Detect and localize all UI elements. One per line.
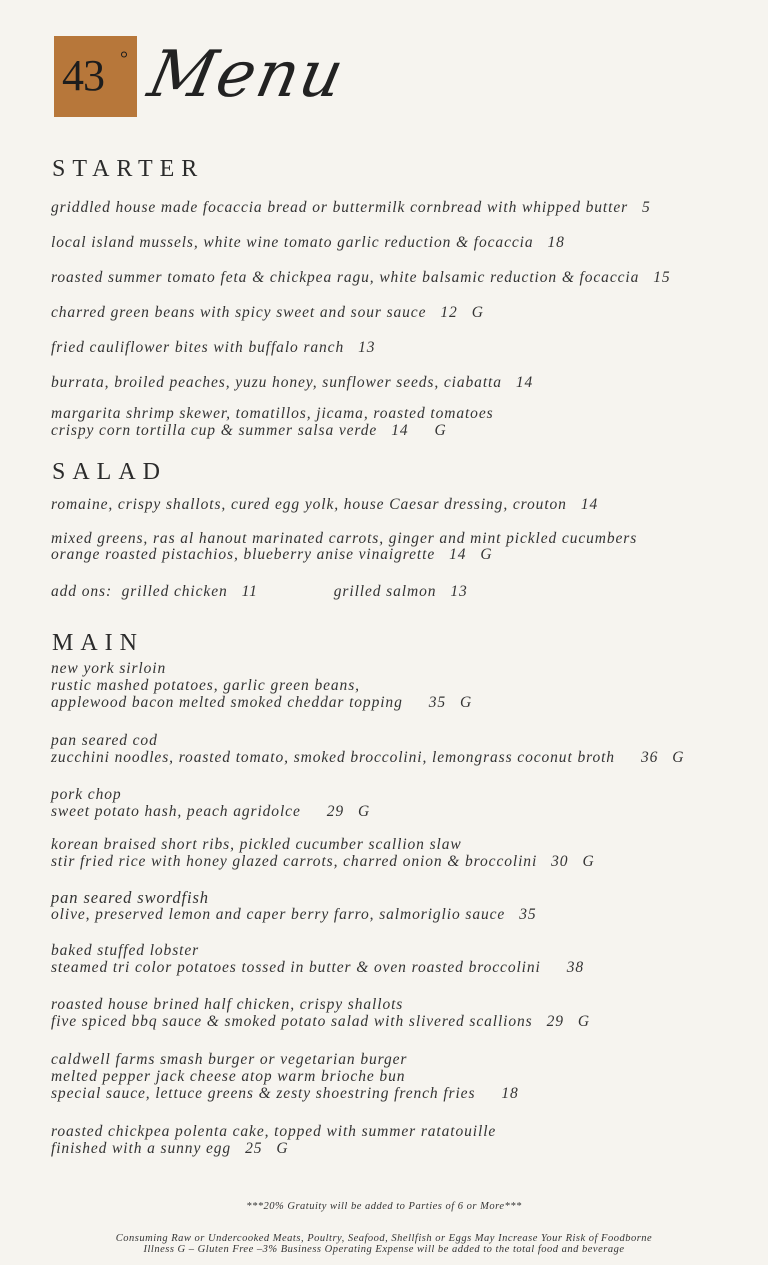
item-description: applewood bacon melted smoked cheddar topping	[51, 694, 403, 711]
add-ons-label: add ons:	[51, 583, 113, 600]
item-price: 18	[547, 234, 565, 251]
item-description: orange roasted pistachios, blueberry anise vinaigrette	[51, 546, 436, 563]
item-price: 14	[515, 374, 534, 391]
menu-item-line: rustic mashed potatoes, garlic green beans,	[51, 677, 360, 694]
item-price: 18	[501, 1085, 519, 1102]
item-price: 29	[546, 1013, 564, 1030]
add-on-chicken-price: 11	[241, 583, 258, 600]
item-description: roasted summer tomato feta & chickpea ragu, white balsamic reduction & focaccia	[51, 269, 640, 286]
item-description: olive, preserved lemon and caper berry farro, salmoriglio sauce	[51, 906, 506, 923]
menu-item-line: margarita shrimp skewer, tomatillos, jicama, roasted tomatoes	[51, 405, 494, 422]
menu-item-line: melted pepper jack cheese atop warm brioche bun	[51, 1068, 406, 1085]
add-on-salmon: grilled salmon	[333, 583, 437, 600]
item-description: special sauce, lettuce greens & zesty shoestring french fries	[51, 1085, 476, 1102]
item-price: 14	[580, 496, 599, 513]
item-description: five spiced bbq sauce & smoked potato salad with slivered scallions	[51, 1013, 533, 1030]
menu-item	[51, 749, 684, 767]
section-heading-starter: STARTER	[52, 156, 205, 182]
gluten-free-tag: G	[434, 422, 447, 439]
gluten-free-tag: G	[582, 853, 595, 870]
menu-item	[51, 906, 537, 924]
menu-item	[51, 1140, 288, 1158]
menu-item	[51, 374, 533, 392]
item-price: 13	[358, 339, 376, 356]
item-price: 25	[245, 1140, 263, 1157]
gluten-free-tag: G	[480, 546, 493, 563]
item-price: 12	[440, 304, 458, 321]
gluten-free-tag: G	[471, 304, 484, 321]
item-description: stir fried rice with honey glazed carrots, charred onion & broccolini	[51, 853, 538, 870]
item-description: burrata, broiled peaches, yuzu honey, sunflower seeds, ciabatta	[51, 374, 502, 391]
item-description: romaine, crispy shallots, cured egg yolk, house Caesar dressing, crouton	[51, 496, 567, 513]
menu-item-name: korean braised short ribs, pickled cucumber scallion slaw	[51, 836, 462, 853]
add-on-salmon-price: 13	[450, 583, 468, 600]
item-description: charred green beans with spicy sweet and sour sauce	[51, 304, 427, 321]
gluten-free-tag: G	[460, 694, 473, 711]
add-ons-row	[51, 583, 468, 601]
section-heading-salad: SALAD	[52, 459, 168, 485]
menu-item-name: pan seared cod	[51, 732, 158, 749]
item-description: local island mussels, white wine tomato garlic reduction & focaccia	[51, 234, 534, 251]
menu-item-name: baked stuffed lobster	[51, 942, 200, 959]
item-description: fried cauliflower bites with buffalo ranch	[51, 339, 345, 356]
item-description: sweet potato hash, peach agridolce	[51, 803, 301, 820]
menu-item	[51, 199, 651, 217]
menu-item	[51, 269, 671, 287]
item-description: crispy corn tortilla cup & summer salsa verde	[51, 422, 378, 439]
menu-item	[51, 234, 565, 252]
menu-item-name: caldwell farms smash burger or vegetarian burger	[51, 1051, 408, 1068]
gluten-free-tag: G	[276, 1140, 289, 1157]
menu-item	[51, 1013, 590, 1031]
menu-item-name: new york sirloin	[51, 660, 167, 677]
logo-number: 43	[62, 51, 104, 100]
logo-degree: °	[120, 48, 128, 70]
menu-item-line: mixed greens, ras al hanout marinated carrots, ginger and mint pickled cucumbers	[51, 530, 638, 547]
menu-item	[51, 853, 595, 871]
gluten-free-tag: G	[577, 1013, 591, 1030]
item-description: griddled house made focaccia bread or buttermilk cornbread with whipped butter	[51, 199, 629, 216]
menu-item	[51, 339, 375, 357]
menu-title: Menu	[142, 38, 352, 112]
menu-item	[51, 496, 598, 514]
item-price: 15	[653, 269, 671, 286]
item-price: 36	[640, 749, 659, 766]
menu-item-name: pan seared swordfish	[51, 888, 209, 907]
item-description: zucchini noodles, roasted tomato, smoked broccolini, lemongrass coconut broth	[51, 749, 615, 766]
menu-item	[51, 694, 472, 712]
add-on-chicken: grilled chicken	[121, 583, 228, 600]
item-description: finished with a sunny egg	[51, 1140, 232, 1157]
menu-item	[51, 1085, 519, 1103]
restaurant-logo	[54, 36, 137, 117]
section-heading-main: MAIN	[52, 630, 144, 656]
menu-item-name: roasted chickpea polenta cake, topped with summer ratatouille	[51, 1123, 497, 1140]
item-price: 30	[551, 853, 569, 870]
item-price: 35	[428, 694, 447, 711]
item-price: 5	[642, 199, 651, 216]
item-description: steamed tri color potatoes tossed in butter & oven roasted broccolini	[51, 959, 541, 976]
item-price: 14	[449, 546, 467, 563]
menu-item	[51, 959, 584, 977]
gluten-free-tag: G	[358, 803, 371, 820]
item-price: 38	[566, 959, 585, 976]
menu-item-name: pork chop	[51, 786, 122, 803]
gluten-free-tag: G	[672, 749, 685, 766]
menu-item	[51, 546, 493, 564]
menu-item	[51, 422, 447, 440]
gluten-free-disclaimer: Illness G – Gluten Free –3% Business Operating Expense will be added to the total food and beverage	[143, 1244, 625, 1255]
menu-item	[51, 803, 370, 821]
item-price: 29	[326, 803, 345, 820]
item-price: 35	[519, 906, 537, 923]
gratuity-notice: ***20% Gratuity will be added to Parties of 6 or More***	[246, 1201, 522, 1212]
menu-item-name: roasted house brined half chicken, crispy shallots	[51, 996, 404, 1013]
food-safety-disclaimer: Consuming Raw or Undercooked Meats, Poultry, Seafood, Shellfish or Eggs May Increase Your Risk of Foodborne	[115, 1233, 653, 1244]
menu-item	[51, 304, 484, 322]
item-price: 14	[391, 422, 409, 439]
